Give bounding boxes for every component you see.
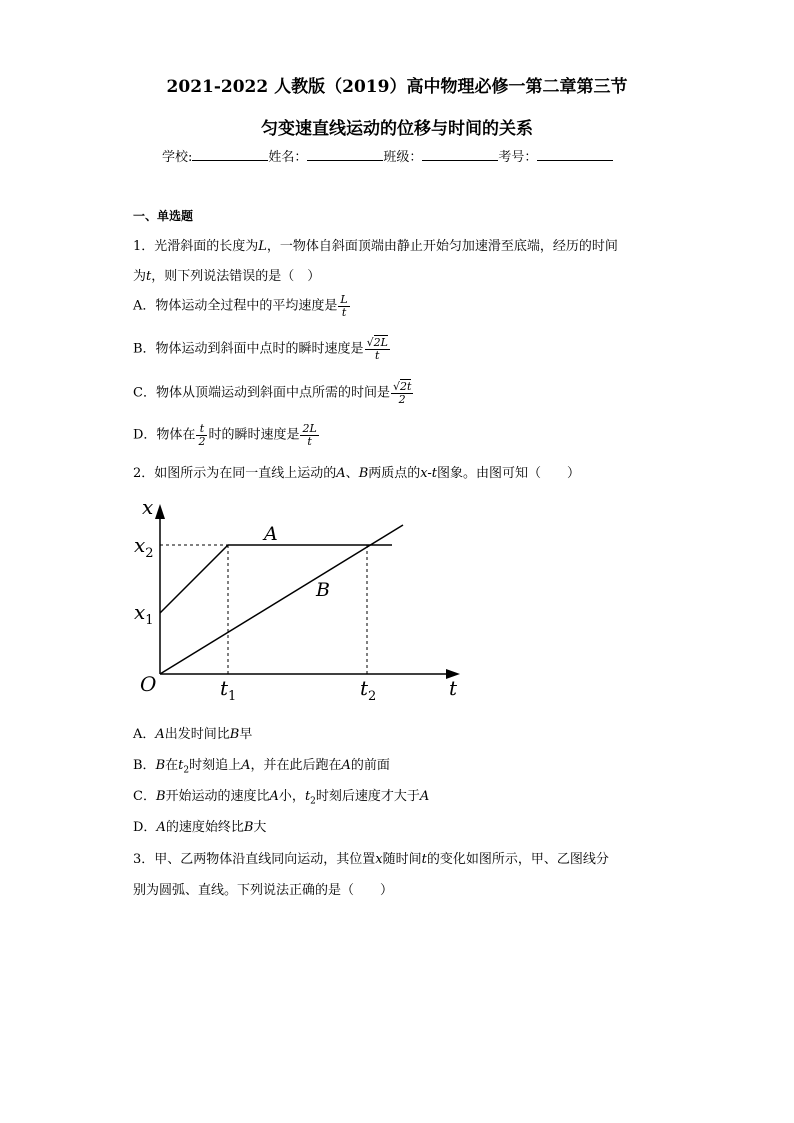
option-text: ，并在此后跑在 [250,758,342,773]
fraction-numerator: L [340,293,348,306]
option-text: 早 [239,727,253,742]
q2-option-a[interactable] [133,723,252,742]
var-B: B [243,820,254,835]
q1-option-b[interactable] [133,337,391,361]
q2-text: 图象。由图可知（ ） [437,466,581,481]
q1-text: 为 [133,269,147,284]
fraction-denominator: t [375,348,380,362]
number-label: 考号： [498,150,538,165]
q1-text: ，一物体自斜面顶端由静止开始匀加速滑至底端，经历的时间 [266,239,618,254]
fraction-denominator: 2 [398,392,406,406]
fraction-denominator: t [307,434,312,448]
option-text: C． [133,789,156,804]
option-text: 出发时间比 [164,727,230,742]
option-text: 时刻后速度才大于 [315,789,420,804]
section-heading: 一、单选题 [133,209,194,223]
q3-text: 的变化如图所示，甲、乙图线分 [426,852,609,867]
var-A: A [241,758,251,773]
name-label: 姓名： [268,150,308,165]
q1-option-d[interactable] [133,423,320,447]
subscript: 2 [183,765,190,776]
var-x: x [375,852,383,867]
fraction-numerator [365,337,390,350]
document-subtitle: 匀变速直线运动的位移与时间的关系 [261,119,533,139]
fraction-numerator: t [196,423,207,436]
option-text: 时的瞬时速度是 [208,427,300,443]
var-t: t [178,758,184,773]
option-text: C．物体从顶端运动到斜面中点所需的时间是 [133,385,390,401]
fraction [338,294,349,318]
q2-stem [133,462,580,481]
x1-label: $x_1$ [134,600,154,628]
document-title: 2021-2022 人教版（2019）高中物理必修一第二章第三节 [166,77,628,97]
q2-text: 两质点的 [368,466,421,481]
q2-option-b[interactable] [133,754,390,776]
fraction-denominator: 2 [198,434,206,448]
fraction-denominator: t [341,305,347,319]
var-t: t [304,789,311,804]
var-A: A [419,789,430,804]
q1-stem-line1 [133,235,618,254]
student-info-line [162,146,613,165]
fraction [365,337,390,361]
q1-var-L: L [258,239,267,254]
t1-label: $t_1$ [220,676,237,704]
sqrt-content: 2L [373,336,388,349]
sqrt-content: 2t [399,380,412,393]
q2-option-c[interactable] [133,785,429,807]
q1-text: 1．光滑斜面的长度为 [133,239,259,254]
option-text: 时刻追上 [189,758,242,773]
q1-option-c[interactable] [133,381,414,405]
subscript: 2 [310,796,316,807]
fraction [300,423,318,447]
var-B: B [155,758,166,773]
fraction-numerator [391,381,413,394]
xt-graph [128,492,468,707]
var-A: A [155,727,165,742]
x-axis-arrow [155,504,165,519]
q2-text: 、 [345,466,359,481]
option-text: 小， [278,789,305,804]
option-text: 开始运动的速度比 [165,789,270,804]
option-text: 的前面 [350,758,390,773]
sqrt-symbol: √ [392,380,400,393]
t-axis-label: t [449,676,458,700]
q3-text: 别为圆弧、直线。下列说法正确的是（ ） [133,883,394,898]
origin-label: O [140,672,157,696]
option-text: 在 [165,758,179,773]
option-text: A．物体运动全过程中的平均速度是 [133,298,338,314]
var-A: A [269,789,279,804]
option-text: 大 [253,820,267,835]
option-text: B． [133,758,156,773]
q1-stem-line2 [133,265,320,284]
q1-option-a[interactable] [133,294,351,318]
var-B: B [155,789,166,804]
fraction [196,423,207,447]
class-label: 班级： [383,150,423,165]
q2-text: 2．如图所示为在同一直线上运动的 [133,466,337,481]
school-label: 学校: [162,150,193,165]
option-text: 的速度始终比 [165,820,244,835]
q3-text: 随时间 [382,852,422,867]
sqrt-symbol: √ [366,336,374,349]
q1-text: ，则下列说法错误的是（ ） [151,269,321,284]
fraction-numerator: 2L [302,422,317,435]
q2-option-d[interactable] [133,816,266,835]
var-t: t [421,852,427,867]
y-axis-label: x [142,495,154,519]
number-blank[interactable] [537,148,613,161]
line-b-label: B [316,579,330,601]
q3-stem-line1 [133,848,609,867]
q1-var-t: t [146,269,152,284]
var-A: A [156,820,166,835]
name-blank[interactable] [307,148,383,161]
school-blank[interactable] [192,148,268,161]
option-text: D．物体在 [133,427,196,443]
option-text: A． [133,727,156,742]
q2-var-B: B [358,466,369,481]
q3-text: 3．甲、乙两物体沿直线同向运动，其位置 [133,852,376,867]
q2-var-xt: x-t [420,466,437,481]
option-text: B．物体运动到斜面中点时的瞬时速度是 [133,341,364,357]
line-a-label: A [264,523,278,545]
var-B: B [229,727,240,742]
x2-label: $x_2$ [134,533,154,561]
option-text: D． [133,820,157,835]
q2-var-A: A [336,466,346,481]
var-A: A [341,758,351,773]
class-blank[interactable] [422,148,498,161]
fraction [391,381,413,405]
t2-label: $t_2$ [360,676,377,704]
q3-stem-line2 [133,879,393,898]
